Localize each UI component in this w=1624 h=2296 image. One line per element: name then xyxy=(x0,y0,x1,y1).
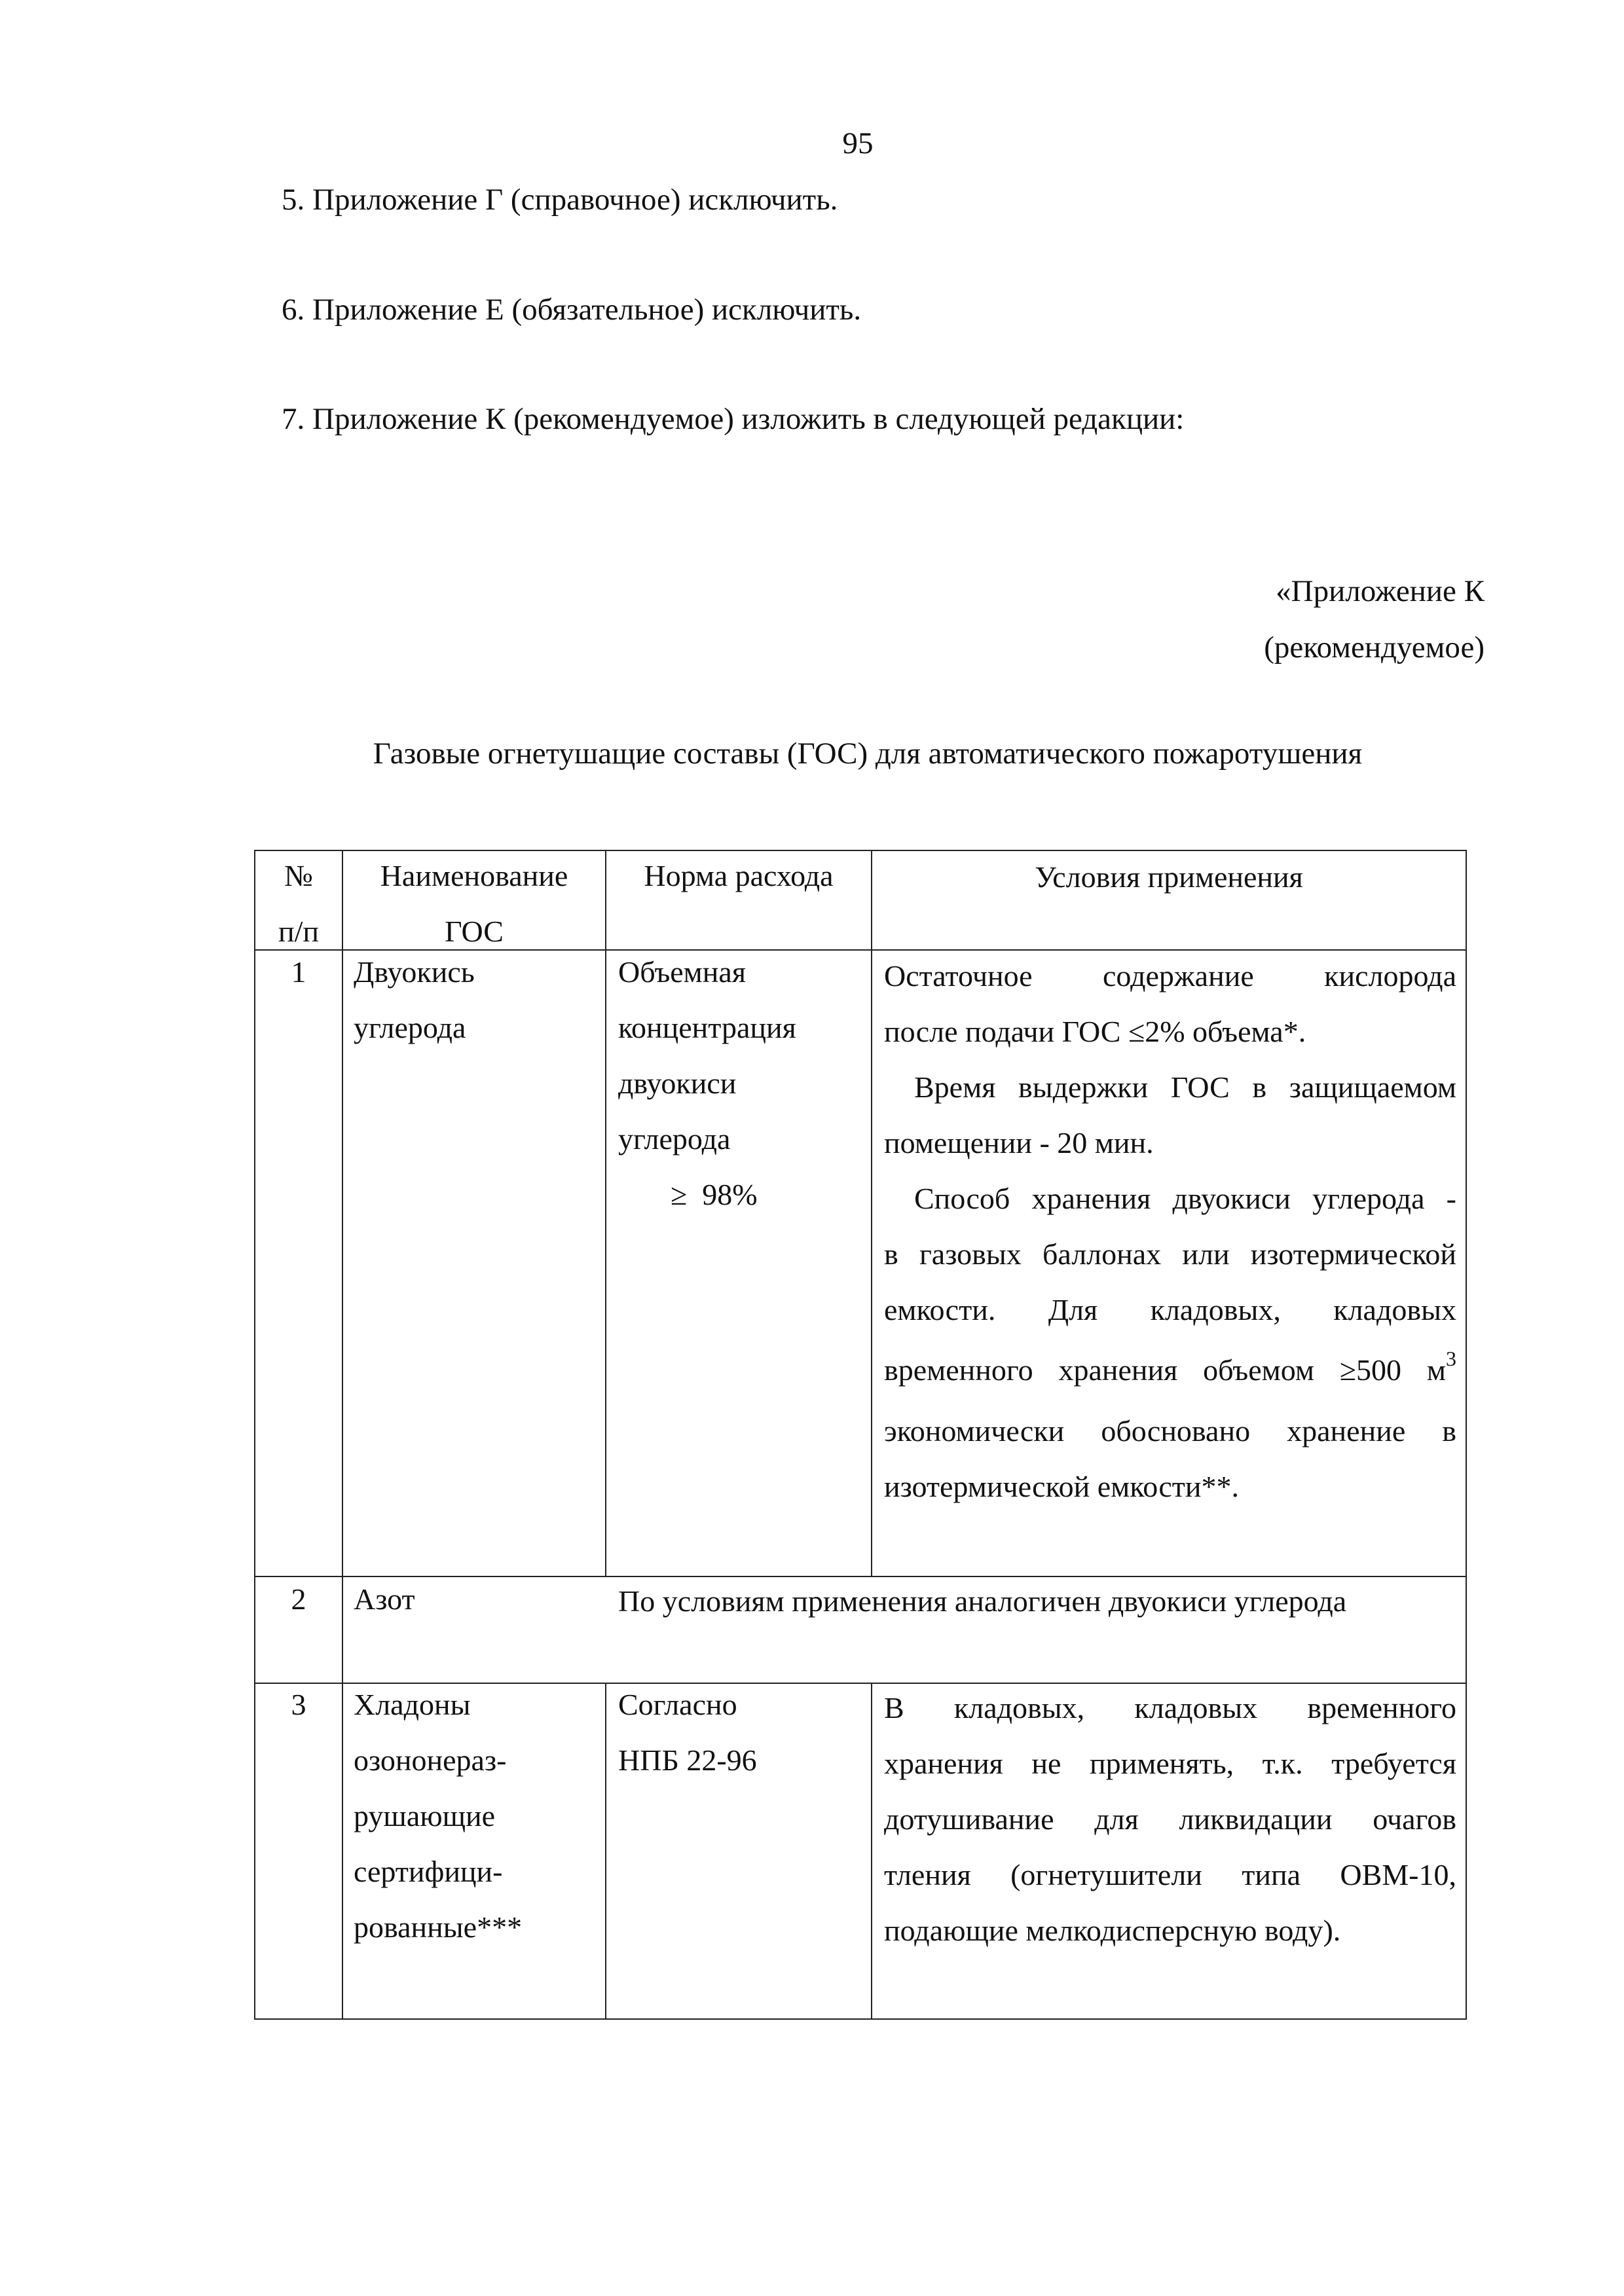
row1-name-line2: углерода xyxy=(354,1011,466,1044)
table-title: Газовые огнетушащие составы (ГОС) для автоматического пожаротушения xyxy=(373,737,1363,771)
header-num-line1: № xyxy=(284,859,313,892)
table-border-right xyxy=(1466,850,1467,2018)
row3-num-value: 3 xyxy=(291,1688,306,1721)
table-border-bottom xyxy=(254,2018,1467,2020)
row1-num-value: 1 xyxy=(291,955,306,989)
row1-cond-line4: помещении - 20 мин. xyxy=(884,1126,1154,1159)
row1-cond-line10: изотермической емкости**. xyxy=(884,1470,1240,1503)
header-name-line1: Наименование xyxy=(380,859,568,892)
row1-norm xyxy=(618,944,867,1222)
header-norm xyxy=(606,848,871,903)
row2-conditions-merged xyxy=(618,1573,1463,1629)
row1-num xyxy=(255,944,342,1000)
row1-norm-line3: двуокиси xyxy=(618,1066,737,1100)
appendix-label: «Приложение К xyxy=(1276,574,1485,608)
header-conditions xyxy=(872,849,1466,905)
row1-cond-line3: Время выдержки ГОС в защищаемом xyxy=(914,1070,1456,1104)
row1-conditions xyxy=(884,948,1456,1514)
row1-cond-line9: экономически обосновано хранение в xyxy=(884,1414,1456,1448)
row3-name-line4: сертифици- xyxy=(354,1855,503,1888)
row3-norm-line1: Согласно xyxy=(618,1688,737,1721)
list-item-7: 7. Приложение К (рекомендуемое) изложить в следующей редакции: xyxy=(282,402,1185,436)
row3-cond-line5: подающие мелкодисперсную воду). xyxy=(884,1914,1341,1947)
row1-cond-line5: Способ хранения двуокиси углерода - xyxy=(914,1182,1456,1215)
row1-norm-line1: Объемная xyxy=(618,955,746,989)
row3-norm-line2: НПБ 22-96 xyxy=(618,1743,757,1777)
row1-cond-line1: Остаточное содержание кислорода xyxy=(884,959,1456,993)
row2-name xyxy=(354,1571,602,1627)
row3-cond-line3: дотушивание для ликвидации очагов xyxy=(884,1802,1456,1836)
list-item-5: 5. Приложение Г (справочное) исключить. xyxy=(282,183,838,217)
row1-norm-line2: концентрация xyxy=(618,1011,796,1044)
table-border-left xyxy=(254,850,255,2018)
table-col-divider-2a xyxy=(605,850,606,1576)
appendix-type: (рекомендуемое) xyxy=(1264,630,1485,665)
row3-num xyxy=(255,1677,342,1732)
page-number: 95 xyxy=(842,126,874,160)
row3-name-line1: Хладоны xyxy=(354,1688,471,1721)
table-col-divider-3a xyxy=(871,850,872,1576)
header-num xyxy=(255,848,342,959)
row3-name-line2: озононераз- xyxy=(354,1743,507,1777)
row1-cond-superscript: 3 xyxy=(1446,1347,1456,1370)
row2-num-value: 2 xyxy=(291,1582,306,1616)
row1-cond-line2: после подачи ГОС ≤2% объема*. xyxy=(884,1015,1306,1048)
row1-cond-line8: временного хранения объемом ≥500 м xyxy=(884,1353,1446,1387)
row1-cond-line7: емкости. Для кладовых, кладовых xyxy=(884,1293,1456,1326)
row1-norm-line4: углерода xyxy=(618,1122,731,1156)
row3-name xyxy=(354,1677,602,1955)
row1-name-line1: Двуокись xyxy=(354,955,475,989)
row1-cond-line6: в газовых баллонах или изотермической xyxy=(884,1237,1456,1271)
row3-cond-line2: хранения не применять, т.к. требуется xyxy=(884,1747,1456,1780)
row1-norm-line5: ≥ 98% xyxy=(671,1178,758,1211)
row2-merged-text: По условиям применения аналогичен двуокиси углерода xyxy=(618,1584,1347,1618)
row2-name-line1: Азот xyxy=(354,1582,415,1616)
row3-cond-line1: В кладовых, кладовых временного xyxy=(884,1691,1456,1724)
row3-conditions xyxy=(884,1680,1456,1958)
table-col-divider-3b xyxy=(871,1683,872,2018)
header-name-line2: ГОС xyxy=(445,915,504,948)
row1-name xyxy=(354,944,602,1055)
row1-cond-line8-wrap xyxy=(884,1338,1456,1403)
header-norm-label: Норма расхода xyxy=(644,859,834,892)
table-col-divider-2b xyxy=(605,1683,606,2018)
table-col-divider-1 xyxy=(342,850,343,2018)
row2-num xyxy=(255,1571,342,1627)
header-num-line2: п/п xyxy=(278,915,319,948)
row3-norm xyxy=(618,1677,867,1788)
row3-cond-line4: тления (огнетушители типа ОВМ-10, xyxy=(884,1858,1456,1891)
row3-name-line5: рованные*** xyxy=(354,1910,523,1944)
list-item-6: 6. Приложение Е (обязательное) исключить. xyxy=(282,293,862,327)
header-conditions-label: Условия применения xyxy=(1035,860,1303,894)
header-name xyxy=(343,848,605,959)
row3-name-line3: рушающие xyxy=(354,1799,496,1832)
